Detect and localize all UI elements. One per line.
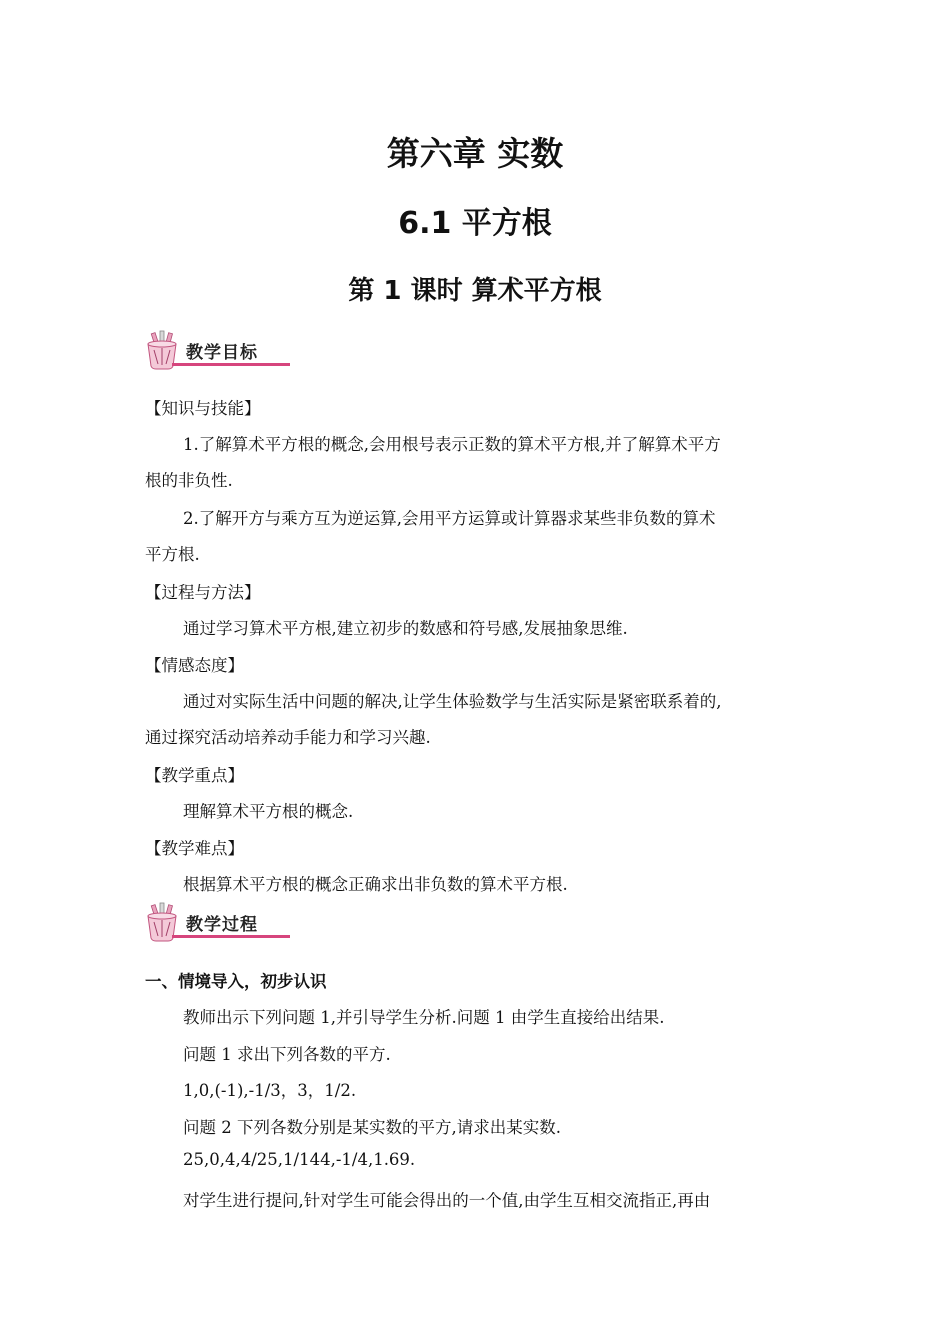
teaching-process-banner bbox=[142, 902, 290, 944]
knowledge-item-1-line1: 1.了解算术平方根的概念,会用根号表示正数的算术平方根,并了解算术平方 bbox=[183, 435, 721, 454]
section-title: 6.1 平方根 bbox=[398, 206, 552, 241]
emotion-text-line1: 通过对实际生活中问题的解决,让学生体验数学与生活实际是紧密联系着的, bbox=[183, 692, 722, 711]
question-2-numbers: 25,0,4,4/25,1/144,-1/4,1.69. bbox=[183, 1150, 416, 1169]
process-method-text: 通过学习算术平方根,建立初步的数感和符号感,发展抽象思维. bbox=[183, 619, 628, 638]
difficult-point-text: 根据算术平方根的概念正确求出非负数的算术平方根. bbox=[183, 875, 568, 894]
lesson-title: 第 1 课时 算术平方根 bbox=[348, 276, 602, 306]
key-point-text: 理解算术平方根的概念. bbox=[183, 802, 354, 821]
knowledge-item-2-line2: 平方根. bbox=[145, 545, 200, 564]
question-1-numbers: 1,0,(-1),-1/3，3，1/2. bbox=[183, 1081, 357, 1100]
knowledge-heading: 【知识与技能】 bbox=[145, 399, 261, 418]
banner-label: 教学过程 bbox=[186, 915, 258, 935]
emotion-text-line2: 通过探究活动培养动手能力和学习兴趣. bbox=[145, 728, 431, 747]
banner-underline bbox=[172, 935, 290, 938]
process-method-heading: 【过程与方法】 bbox=[145, 583, 261, 602]
process-paragraph-1: 教师出示下列问题 1,并引导学生分析.问题 1 由学生直接给出结果. bbox=[183, 1008, 665, 1027]
knowledge-item-2-line1: 2.了解开方与乘方互为逆运算,会用平方运算或计算器求某些非负数的算术 bbox=[183, 509, 716, 528]
difficult-point-heading: 【教学难点】 bbox=[145, 839, 244, 858]
teaching-goals-banner bbox=[142, 330, 290, 372]
emotion-heading: 【情感态度】 bbox=[145, 656, 244, 675]
key-point-heading: 【教学重点】 bbox=[145, 766, 244, 785]
chapter-title: 第六章 实数 bbox=[386, 134, 564, 173]
question-2: 问题 2 下列各数分别是某实数的平方,请求出某实数. bbox=[183, 1118, 561, 1137]
process-section-heading: 一、情境导入，初步认识 bbox=[145, 972, 327, 991]
question-1: 问题 1 求出下列各数的平方. bbox=[183, 1045, 391, 1064]
banner-label: 教学目标 bbox=[186, 343, 258, 363]
knowledge-item-1-line2: 根的非负性. bbox=[145, 471, 233, 490]
process-paragraph-2: 对学生进行提问,针对学生可能会得出的一个值,由学生互相交流指正,再由 bbox=[183, 1191, 711, 1210]
banner-underline bbox=[172, 363, 290, 366]
